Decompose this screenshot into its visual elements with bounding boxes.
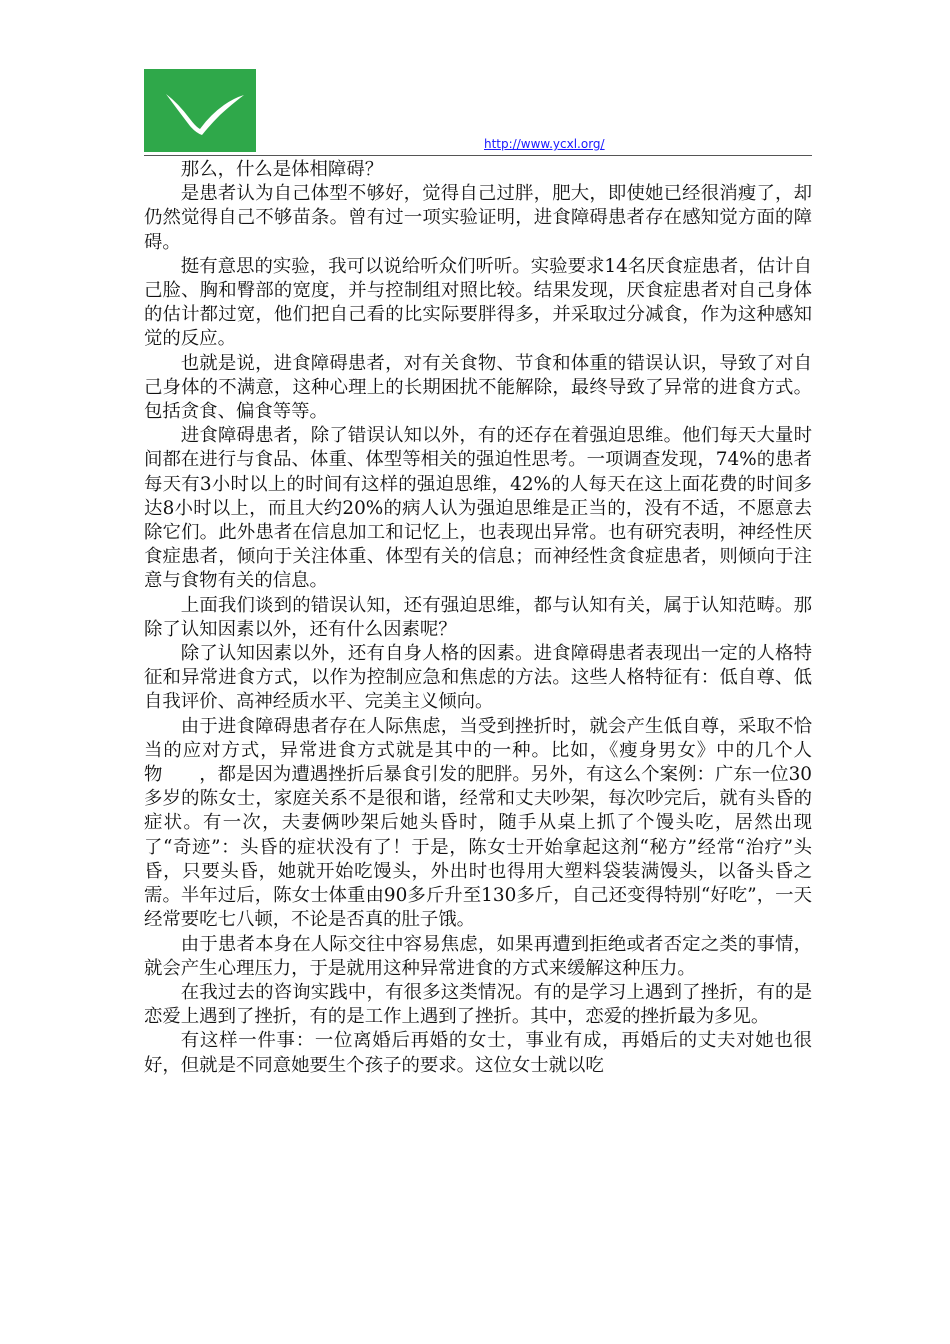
header-divider [144,155,812,156]
paragraph: 那么，什么是体相障碍？ [180,159,384,180]
paragraph: 有这样一件事：一位离婚后再婚的女士，事业有成，再婚后的丈夫对她也很好，但就是不同意她要生个孩子的要求。这位女士就以吃 [144,1030,812,1076]
paragraph: 是患者认为自己体型不够好，觉得自己过胖，肥大，即使她已经很消瘦了，却仍然觉得自己不够苗条。曾有过一项实验证明，进食障碍患者存在感知觉方面的障碍。 [144,183,812,253]
paragraph: 由于患者本身在人际交往中容易焦虑，如果再遭到拒绝或者否定之类的事情，就会产生心理压力，于是就用这种异常进食的方式来缓解这种压力。 [144,933,812,979]
site-url-link[interactable]: http://www.ycxl.org/ [484,137,605,151]
paragraph: 在我过去的咨询实践中，有很多这类情况。有的是学习上遇到了挫折，有的是恋爱上遇到了挫折，有的是工作上遇到了挫折。其中，恋爱的挫折最为多见。 [144,981,812,1028]
paragraph: 由于进食障碍患者存在人际焦虑，当受到挫折时，就会产生低自尊，采取不恰当的应对方式，异常进食方式就是其中的一种。比如，《瘦身男女》中的几个人物 ，都是因为遭遇挫折后暴食引发的肥胖。另外，有这么个案例：广东一位30多岁的陈女士，家庭关系不是很和谐，经常和丈夫吵架，每次吵完后，就有头昏的症状。有一次，夫妻俩吵架后她头昏时，随手从桌上抓了个馒头吃，居然出现了“奇迹”：头昏的症状没有了！于是，陈女士开始拿起这剂“秘方”经常“治疗”头昏，只要头昏，她就开始吃馒头，外出时也得用大塑料袋装满馒头，以备头昏之需。半年过后，陈女士体重由90多斤升至130多斤，自己还变得特别“好吃”，一天经常要吃七八顿，不论是否真的肚子饿。 [144,715,812,931]
paragraph: 也就是说，进食障碍患者，对有关食物、节食和体重的错误认识，导致了对自己身体的不满意，这种心理上的长期困扰不能解除，最终导致了异常的进食方式。包括贪食、偏食等等。 [144,352,812,423]
paragraph: 挺有意思的实验，我可以说给听众们听听。实验要求14名厌食症患者，估计自己脸、胸和臀部的宽度，并与控制组对照比较。结果发现，厌食症患者对自己身体的估计都过宽，他们把自己看的比实际要胖得多，并采取过分减食，作为这种感知觉的反应。 [144,255,812,350]
ycxl-check-logo-icon [144,69,256,152]
site-logo [144,69,256,152]
paragraph: 上面我们谈到的错误认知，还有强迫思维，都与认知有关，属于认知范畴。那除了认知因素以外，还有什么因素呢？ [144,594,812,640]
paragraph: 除了认知因素以外，还有自身人格的因素。进食障碍患者表现出一定的人格特征和异常进食方式，以作为控制应急和焦虑的方法。这些人格特征有：低自尊、低自我评价、高神经质水平、完美主义倾向。 [144,643,812,713]
paragraph: 进食障碍患者，除了错误认知以外，有的还存在着强迫思维。他们每天大量时间都在进行与食品、体重、体型等相关的强迫性思考。一项调查发现，74%的患者每天有3小时以上的时间有这样的强迫思维，42%的人每天在这上面花费的时间多达8小时以上，而且大约20%的病人认为强迫思维是正当的，没有不适，不愿意去除它们。此外患者在信息加工和记忆上，也表现出异常。也有研究表明，神经性厌食症患者，倾向于关注体重、体型有关的信息；而神经性贪食症患者，则倾向于注意与食物有关的信息。 [144,425,812,592]
article-body [144,158,812,1078]
